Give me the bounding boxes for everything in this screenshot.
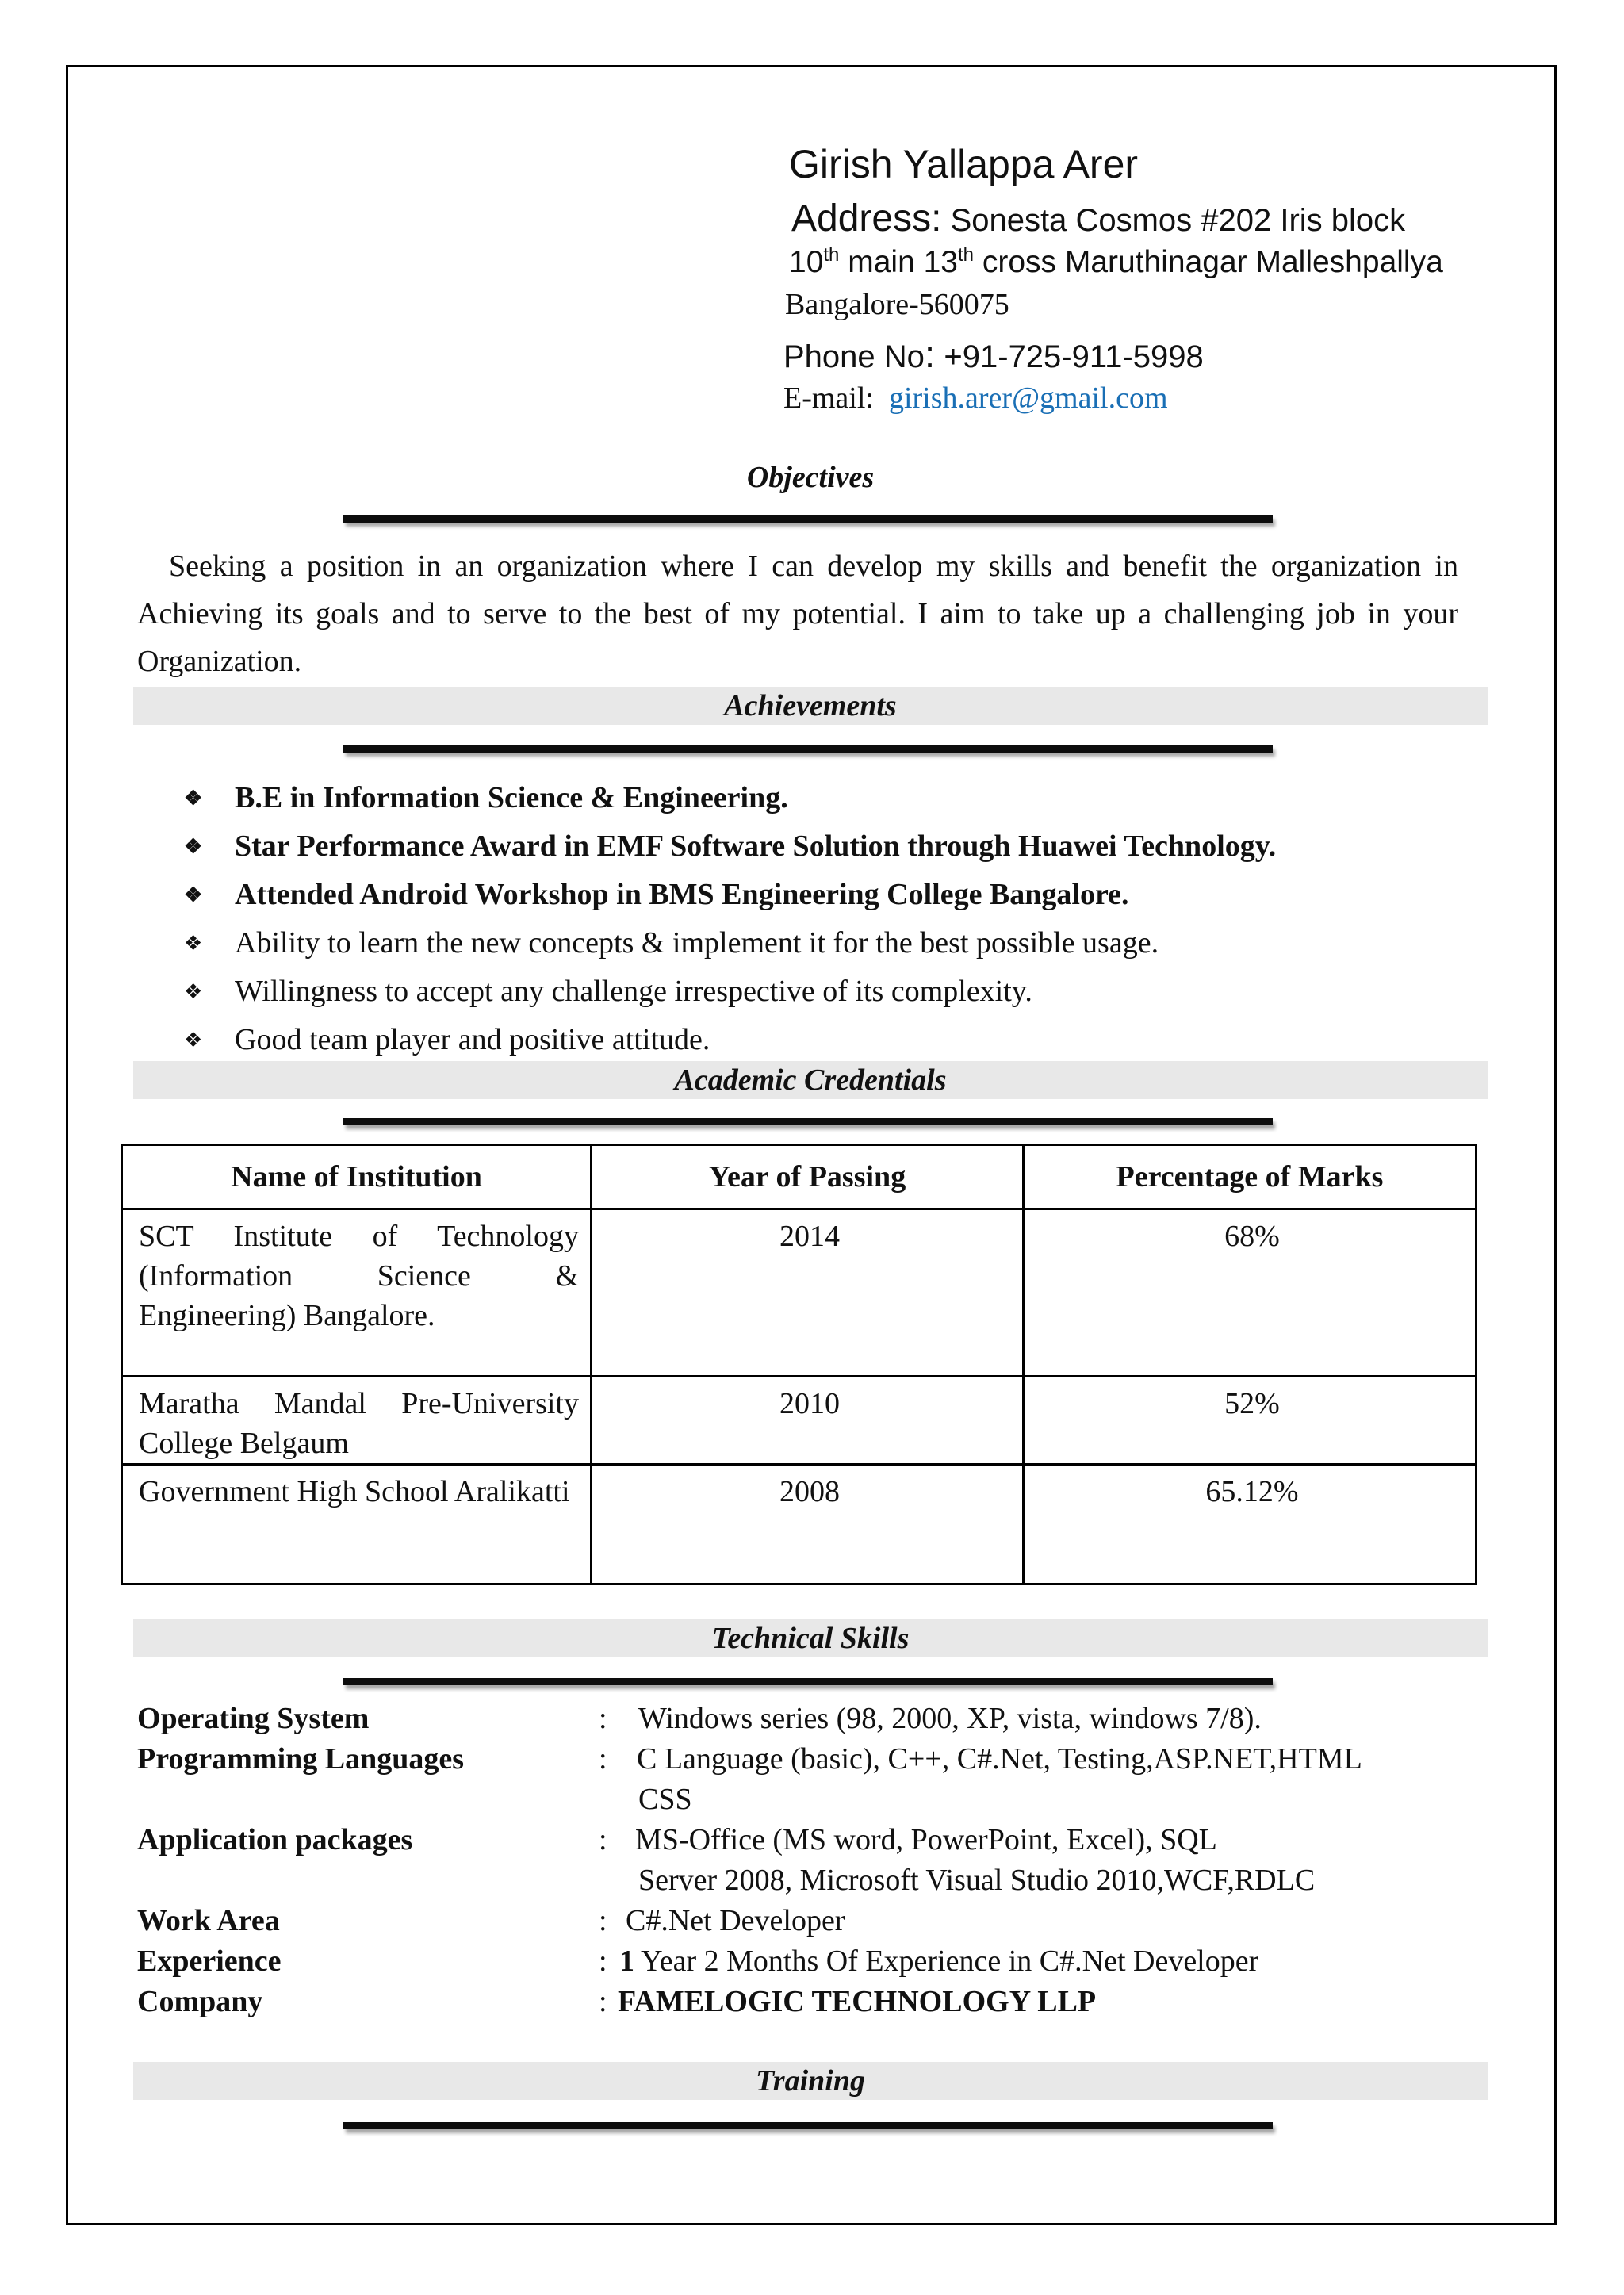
percentage-cell: 52% <box>1024 1377 1477 1465</box>
diamond-bullet-icon: ❖ <box>184 980 203 1003</box>
skill-value: Windows series (98, 2000, XP, vista, windows 7/8). <box>638 1702 1262 1735</box>
table-header-row <box>122 1145 1477 1209</box>
academic-heading: Academic Credentials <box>133 1061 1488 1099</box>
table-row <box>122 1377 1477 1465</box>
objective-text: Seeking a position in an organization where I can develop my skills and benefit the organization in Achieving its goals and to serve to the best of my potential. I aim to take up a challenging job in your Organization. <box>137 550 1458 678</box>
company-name: FAMELOGIC TECHNOLOGY LLP <box>618 1985 1097 2018</box>
phone-label: Phone No <box>783 339 925 374</box>
section-rule <box>343 1678 1273 1685</box>
technical-skills-heading: Technical Skills <box>133 1619 1488 1657</box>
diamond-bullet-icon: ❖ <box>184 883 203 906</box>
diamond-bullet-icon: ❖ <box>184 835 203 858</box>
address-label: Address <box>791 197 932 239</box>
skill-value: 1 Year 2 Months Of Experience in C#.Net Developer <box>619 1944 1259 1978</box>
skill-value: C#.Net Developer <box>626 1904 845 1937</box>
column-header: Percentage of Marks <box>1024 1145 1477 1209</box>
address-line-2: 10th main 13th cross Maruthinagar Malleshpallya <box>789 244 1443 279</box>
percentage-cell: 68% <box>1024 1209 1477 1377</box>
skill-label: Experience <box>137 1944 282 1978</box>
achievements-heading: Achievements <box>133 687 1488 725</box>
phone-number: +91-725-911-5998 <box>944 339 1204 374</box>
table-row <box>122 1209 1477 1377</box>
achievements-list <box>181 774 1276 1064</box>
skill-label: Company <box>137 1985 263 2018</box>
column-header: Year of Passing <box>592 1145 1024 1209</box>
email-line <box>783 381 1168 416</box>
training-heading: Training <box>133 2062 1488 2100</box>
year-cell: 2010 <box>592 1377 1024 1465</box>
academic-table <box>121 1144 1477 1585</box>
year-cell: 2008 <box>592 1465 1024 1584</box>
list-item: ❖ Attended Android Workshop in BMS Engineering College Bangalore. <box>181 871 1276 919</box>
diamond-bullet-icon: ❖ <box>184 932 203 955</box>
institution-cell: Maratha Mandal Pre-University College Belgaum <box>122 1377 592 1465</box>
skill-value: MS-Office (MS word, PowerPoint, Excel), SQL <box>635 1823 1217 1856</box>
skill-value-cont: CSS <box>638 1783 692 1816</box>
address-line-1: Address: Sonesta Cosmos #202 Iris block <box>791 197 1406 239</box>
table-row <box>122 1465 1477 1584</box>
skill-label: Programming Languages <box>137 1742 465 1776</box>
email-label: E-mail: <box>783 381 874 415</box>
skill-value-cont: Server 2008, Microsoft Visual Studio 2010,WCF,RDLC <box>638 1864 1316 1897</box>
section-rule <box>343 2122 1273 2129</box>
year-cell: 2014 <box>592 1209 1024 1377</box>
list-item: ❖ B.E in Information Science & Engineering. <box>181 774 1276 822</box>
objectives-heading: Objectives <box>746 461 875 494</box>
address-city: Bangalore-560075 <box>785 288 1009 321</box>
section-rule <box>343 1118 1273 1125</box>
candidate-name: Girish Yallappa Arer <box>789 142 1139 186</box>
institution-cell: SCT Institute of Technology (Information Science & Engineering) Bangalore. <box>122 1209 592 1377</box>
diamond-bullet-icon: ❖ <box>184 787 203 810</box>
institution-cell: Government High School Aralikatti <box>122 1465 592 1584</box>
skill-label: Operating System <box>137 1702 370 1735</box>
section-rule <box>343 745 1273 753</box>
skill-value: C Language (basic), C++, C#.Net, Testing,ASP.NET,HTML <box>637 1742 1362 1776</box>
list-item: ❖ Willingness to accept any challenge irrespective of its complexity. <box>181 967 1276 1016</box>
email-link[interactable]: girish.arer@gmail.com <box>888 381 1168 415</box>
list-item: ❖ Good team player and positive attitude. <box>181 1016 1276 1064</box>
list-item: ❖ Ability to learn the new concepts & implement it for the best possible usage. <box>181 919 1276 967</box>
skill-label: Work Area <box>137 1904 280 1937</box>
column-header: Name of Institution <box>122 1145 592 1209</box>
list-item: ❖ Star Performance Award in EMF Software Solution through Huawei Technology. <box>181 822 1276 871</box>
address-text: Sonesta Cosmos #202 Iris block <box>950 203 1406 238</box>
phone-line: Phone No: +91-725-911-5998 <box>783 334 1204 376</box>
percentage-cell: 65.12% <box>1024 1465 1477 1584</box>
diamond-bullet-icon: ❖ <box>184 1029 203 1052</box>
skill-label: Application packages <box>137 1823 413 1856</box>
section-rule <box>343 515 1273 523</box>
